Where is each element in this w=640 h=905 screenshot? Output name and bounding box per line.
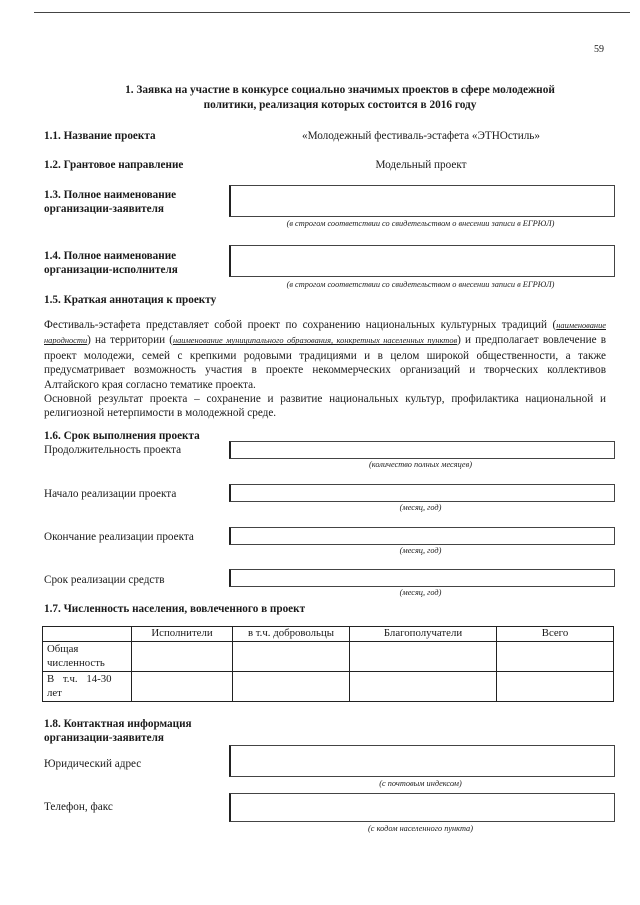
applicant-org-label-line-2: организации-заявителя (44, 203, 164, 215)
table-cell[interactable] (233, 642, 350, 672)
start-label: Начало реализации проекта (44, 488, 177, 500)
start-hint: (месяц, год) (399, 503, 442, 512)
applicant-org-field[interactable] (229, 185, 615, 217)
annotation-part-a: Фестиваль-эстафета представляет собой проект по сохранению национальных культурных традиций ( (44, 319, 557, 331)
table-cell[interactable] (497, 642, 614, 672)
title-line-2: политики, реализация которых состоится в 2016 году (203, 99, 477, 111)
funds-term-label: Срок реализации средств (44, 574, 165, 586)
table-header-volunteers: в т.ч. добровольцы (233, 627, 350, 642)
table-header-empty (43, 627, 132, 642)
executor-org-field[interactable] (229, 245, 615, 277)
project-name-label: 1.1. Название проекта (44, 130, 156, 142)
executor-org-label-line-1: 1.4. Полное наименование (44, 250, 177, 262)
table-header-executors: Исполнители (132, 627, 233, 642)
executor-org-label (44, 249, 178, 277)
legal-address-label: Юридический адрес (44, 758, 142, 770)
executor-org-label-line-2: организации-исполнителя (44, 264, 178, 276)
annotation-nationality-placeholder: наименование народности (44, 321, 606, 346)
funds-term-hint: (месяц, год) (399, 588, 442, 597)
applicant-org-hint: (в строгом соответствии со свидетельством о внесении записи в ЕГРЮЛ) (286, 219, 555, 228)
contact-info-label-line-1: 1.8. Контактная информация (44, 718, 192, 730)
contact-info-label (44, 717, 192, 745)
table-header-beneficiaries: Благополучатели (350, 627, 497, 642)
row-label-line-2: лет (47, 687, 62, 699)
phone-fax-hint: (с кодом населенного пункта) (368, 824, 473, 833)
population-label: 1.7. Численность населения, вовлеченного в проект (44, 603, 306, 615)
table-cell[interactable] (132, 672, 233, 702)
row-label-line-2: численность (47, 657, 105, 669)
table-cell[interactable] (350, 672, 497, 702)
funds-term-field[interactable] (229, 569, 615, 587)
population-table (42, 626, 614, 702)
end-hint: (месяц, год) (399, 546, 442, 555)
annotation-part-c: ) и предполагает вовлечение в проект молодежи, семей с крепкими родовыми традициями и в целом широкой общественности, а также предусматривает возможность участия в проекте некоммерческих организаций и творческих коллективов Алтайского края согласно тематике проекта. (44, 334, 606, 391)
table-row (43, 642, 614, 672)
phone-fax-field[interactable] (229, 793, 615, 822)
table-row-label (43, 672, 132, 702)
project-name-value: «Молодежный фестиваль-эстафета «ЭТНОстиль» (301, 130, 541, 142)
duration-hint: (количество полных месяцев) (369, 460, 472, 469)
annotation-territory-placeholder: наименование муниципального образования, конкретных населенных пунктов (172, 336, 458, 346)
phone-fax-label: Телефон, факс (44, 801, 113, 813)
annotation-label: 1.5. Краткая аннотация к проекту (44, 294, 217, 306)
legal-address-field[interactable] (229, 745, 615, 777)
table-cell[interactable] (132, 642, 233, 672)
duration-field[interactable] (229, 441, 615, 459)
project-term-label: 1.6. Срок выполнения проекта (44, 430, 200, 442)
table-row-label (43, 642, 132, 672)
annotation-result: Основной результат проекта – сохранение и развитие национальных культур, профилактика национальной и религиозной нетерпимости в молодежной среде. (44, 393, 606, 420)
table-cell[interactable] (497, 672, 614, 702)
top-rule (34, 12, 630, 13)
contact-info-label-line-2: организации-заявителя (44, 732, 164, 744)
start-field[interactable] (229, 484, 615, 502)
table-header-row (43, 627, 614, 642)
grant-direction-value: Модельный проект (375, 159, 467, 171)
table-header-total: Всего (497, 627, 614, 642)
legal-address-hint: (с почтовым индексом) (379, 779, 462, 788)
title-line-1: 1. Заявка на участие в конкурсе социально значимых проектов в сфере молодежной (125, 84, 555, 96)
duration-label: Продолжительность проекта (44, 444, 182, 456)
end-label: Окончание реализации проекта (44, 531, 194, 543)
row-label-line-1: Общая (47, 643, 79, 655)
table-cell[interactable] (233, 672, 350, 702)
row-label-line-1: В т.ч. 14-30 (47, 673, 112, 685)
grant-direction-label: 1.2. Грантовое направление (44, 159, 184, 171)
applicant-org-label (44, 188, 176, 216)
page-number: 59 (594, 44, 604, 55)
page-title (60, 83, 620, 113)
table-cell[interactable] (350, 642, 497, 672)
table-row (43, 672, 614, 702)
annotation-text (44, 318, 606, 421)
executor-org-hint: (в строгом соответствии со свидетельством о внесении записи в ЕГРЮЛ) (286, 280, 555, 289)
annotation-part-b: ) на территории ( (87, 334, 173, 347)
end-field[interactable] (229, 527, 615, 545)
applicant-org-label-line-1: 1.3. Полное наименование (44, 189, 177, 201)
